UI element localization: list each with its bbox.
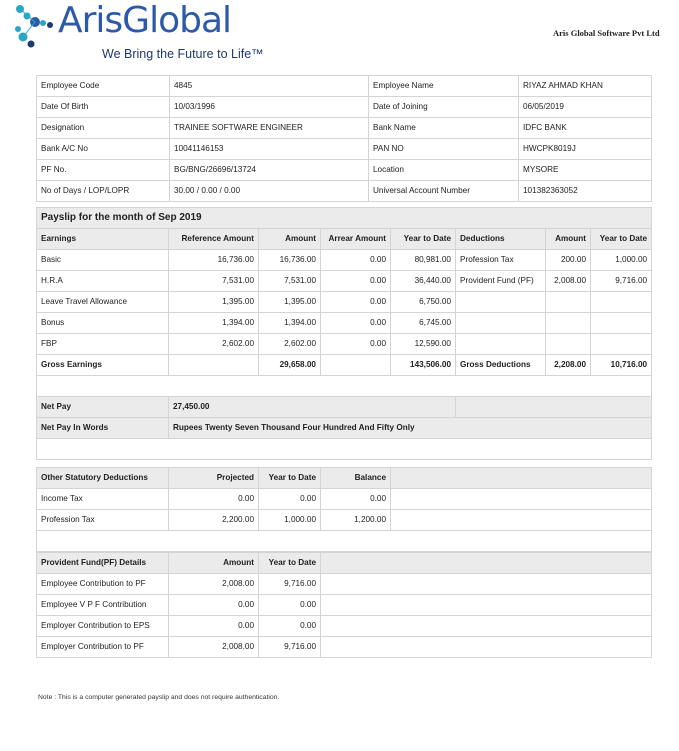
- table-cell: 1,394.00: [169, 313, 259, 334]
- field-label: Location: [369, 160, 519, 181]
- table-cell: 0.00: [259, 595, 321, 616]
- table-cell: 16,736.00: [169, 250, 259, 271]
- column-header: Amount: [259, 229, 321, 250]
- blank-cell: [391, 489, 652, 510]
- table-row: [37, 637, 652, 658]
- table-cell: 0.00: [321, 313, 391, 334]
- table-cell: Profession Tax: [37, 510, 169, 531]
- brand-tagline: We Bring the Future to Life™: [102, 47, 264, 61]
- field-label: PAN NO: [369, 139, 519, 160]
- table-cell: 16,736.00: [259, 250, 321, 271]
- table-cell: 6,745.00: [391, 313, 456, 334]
- table-row: [37, 595, 652, 616]
- table-cell: 0.00: [321, 292, 391, 313]
- brand-name: ArisGlobal: [58, 0, 232, 41]
- table-cell: 80,981.00: [391, 250, 456, 271]
- table-cell: Basic: [37, 250, 169, 271]
- field-value: 4845: [170, 76, 369, 97]
- table-cell: Bonus: [37, 313, 169, 334]
- table-cell: 0.00: [321, 271, 391, 292]
- total-cell: [321, 355, 391, 376]
- table-cell: Income Tax: [37, 489, 169, 510]
- table-cell: Employee V P F Contribution: [37, 595, 169, 616]
- table-cell: Employer Contribution to PF: [37, 637, 169, 658]
- table-cell: [546, 292, 591, 313]
- column-header: Amount: [169, 553, 259, 574]
- table-cell: 0.00: [321, 489, 391, 510]
- table-cell: 1,395.00: [169, 292, 259, 313]
- table-cell: 7,531.00: [259, 271, 321, 292]
- table-cell: Provident Fund (PF): [456, 271, 546, 292]
- column-header: Other Statutory Deductions: [37, 468, 169, 489]
- table-cell: 0.00: [259, 489, 321, 510]
- table-cell: [546, 334, 591, 355]
- field-value: HWCPK8019J: [519, 139, 652, 160]
- field-value: 101382363052: [519, 181, 652, 202]
- field-label: No of Days / LOP/LOPR: [37, 181, 170, 202]
- table-cell: Employer Contribution to EPS: [37, 616, 169, 637]
- column-header: Reference Amount: [169, 229, 259, 250]
- table-cell: 2,200.00: [169, 510, 259, 531]
- table-cell: Profession Tax: [456, 250, 546, 271]
- table-row: [37, 97, 652, 118]
- table-row: [37, 616, 652, 637]
- field-label: Date of Joining: [369, 97, 519, 118]
- employee-details-table: [36, 75, 652, 202]
- total-cell: 29,658.00: [259, 355, 321, 376]
- table-cell: 0.00: [169, 616, 259, 637]
- net-pay-blank: [456, 397, 652, 418]
- table-cell: 9,716.00: [259, 574, 321, 595]
- table-cell: 2,008.00: [169, 574, 259, 595]
- table-row: [37, 271, 652, 292]
- table-cell: 1,200.00: [321, 510, 391, 531]
- column-header: Year to Date: [259, 553, 321, 574]
- field-label: Date Of Birth: [37, 97, 170, 118]
- table-cell: [456, 292, 546, 313]
- company-logo: [14, 0, 274, 65]
- field-value: MYSORE: [519, 160, 652, 181]
- blank-cell: [321, 637, 652, 658]
- net-pay-value: 27,450.00: [169, 397, 456, 418]
- table-cell: 1,000.00: [259, 510, 321, 531]
- table-cell: [591, 313, 652, 334]
- blank-cell: [321, 616, 652, 637]
- table-row: [37, 334, 652, 355]
- table-cell: 2,008.00: [546, 271, 591, 292]
- table-row: [37, 181, 652, 202]
- table-cell: 1,000.00: [591, 250, 652, 271]
- blank-cell: [321, 553, 652, 574]
- table-row: [37, 313, 652, 334]
- net-pay-label: Net Pay: [37, 397, 169, 418]
- column-header: Year to Date: [391, 229, 456, 250]
- field-label: Bank Name: [369, 118, 519, 139]
- field-label: Bank A/C No: [37, 139, 170, 160]
- field-value: 10/03/1996: [170, 97, 369, 118]
- field-value: BG/BNG/26696/13724: [170, 160, 369, 181]
- table-cell: Leave Travel Allowance: [37, 292, 169, 313]
- total-cell: Gross Deductions: [456, 355, 546, 376]
- blank-cell: [321, 574, 652, 595]
- table-row: [37, 118, 652, 139]
- table-cell: H.R.A: [37, 271, 169, 292]
- table-cell: [456, 334, 546, 355]
- field-label: PF No.: [37, 160, 170, 181]
- footer-note: Note : This is a computer generated payslip and does not require authentication.: [38, 694, 280, 701]
- table-cell: 6,750.00: [391, 292, 456, 313]
- column-header: Year to Date: [591, 229, 652, 250]
- total-cell: 2,208.00: [546, 355, 591, 376]
- field-value: 06/05/2019: [519, 97, 652, 118]
- spacer-row: [37, 376, 652, 397]
- net-pay-words: Rupees Twenty Seven Thousand Four Hundred And Fifty Only: [169, 418, 652, 439]
- table-row: [37, 160, 652, 181]
- table-cell: 0.00: [321, 250, 391, 271]
- total-cell: [169, 355, 259, 376]
- column-header: Deductions: [456, 229, 546, 250]
- table-cell: 7,531.00: [169, 271, 259, 292]
- table-cell: 1,394.00: [259, 313, 321, 334]
- total-cell: Gross Earnings: [37, 355, 169, 376]
- field-label: Universal Account Number: [369, 181, 519, 202]
- column-header: Arrear Amount: [321, 229, 391, 250]
- table-cell: FBP: [37, 334, 169, 355]
- column-header: Year to Date: [259, 468, 321, 489]
- table-cell: 9,716.00: [259, 637, 321, 658]
- table-cell: [591, 292, 652, 313]
- table-row: [37, 510, 652, 531]
- payslip-table: [36, 207, 652, 460]
- field-value: RIYAZ AHMAD KHAN: [519, 76, 652, 97]
- table-cell: [591, 334, 652, 355]
- field-value: IDFC BANK: [519, 118, 652, 139]
- table-cell: 12,590.00: [391, 334, 456, 355]
- column-header: Projected: [169, 468, 259, 489]
- table-row: [37, 292, 652, 313]
- field-value: 30.00 / 0.00 / 0.00: [170, 181, 369, 202]
- field-label: Designation: [37, 118, 170, 139]
- table-cell: 200.00: [546, 250, 591, 271]
- statutory-deductions-table: [36, 467, 652, 552]
- table-cell: 36,440.00: [391, 271, 456, 292]
- spacer-row: [37, 531, 652, 552]
- column-header: Earnings: [37, 229, 169, 250]
- field-value: 10041146153: [170, 139, 369, 160]
- table-cell: [456, 313, 546, 334]
- column-header: Amount: [546, 229, 591, 250]
- table-row: [37, 250, 652, 271]
- net-pay-words-label: Net Pay In Words: [37, 418, 169, 439]
- pf-details-table: [36, 552, 652, 658]
- table-cell: 1,395.00: [259, 292, 321, 313]
- table-cell: Employee Contribution to PF: [37, 574, 169, 595]
- table-row: [37, 489, 652, 510]
- table-cell: 2,008.00: [169, 637, 259, 658]
- table-cell: 0.00: [259, 616, 321, 637]
- spacer-row: [37, 439, 652, 460]
- field-label: Employee Name: [369, 76, 519, 97]
- blank-cell: [391, 510, 652, 531]
- blank-cell: [321, 595, 652, 616]
- payslip-title: Payslip for the month of Sep 2019: [37, 208, 652, 229]
- table-cell: 0.00: [321, 334, 391, 355]
- company-name: Aris Global Software Pvt Ltd: [553, 28, 660, 38]
- table-cell: 2,602.00: [169, 334, 259, 355]
- column-header: Balance: [321, 468, 391, 489]
- field-value: TRAINEE SOFTWARE ENGINEER: [170, 118, 369, 139]
- table-cell: 9,716.00: [591, 271, 652, 292]
- total-cell: 143,506.00: [391, 355, 456, 376]
- field-label: Employee Code: [37, 76, 170, 97]
- table-row: [37, 139, 652, 160]
- table-cell: 0.00: [169, 489, 259, 510]
- blank-cell: [391, 468, 652, 489]
- table-cell: 0.00: [169, 595, 259, 616]
- table-row: [37, 76, 652, 97]
- table-cell: 2,602.00: [259, 334, 321, 355]
- table-cell: [546, 313, 591, 334]
- table-row: [37, 574, 652, 595]
- column-header: Provident Fund(PF) Details: [37, 553, 169, 574]
- total-cell: 10,716.00: [591, 355, 652, 376]
